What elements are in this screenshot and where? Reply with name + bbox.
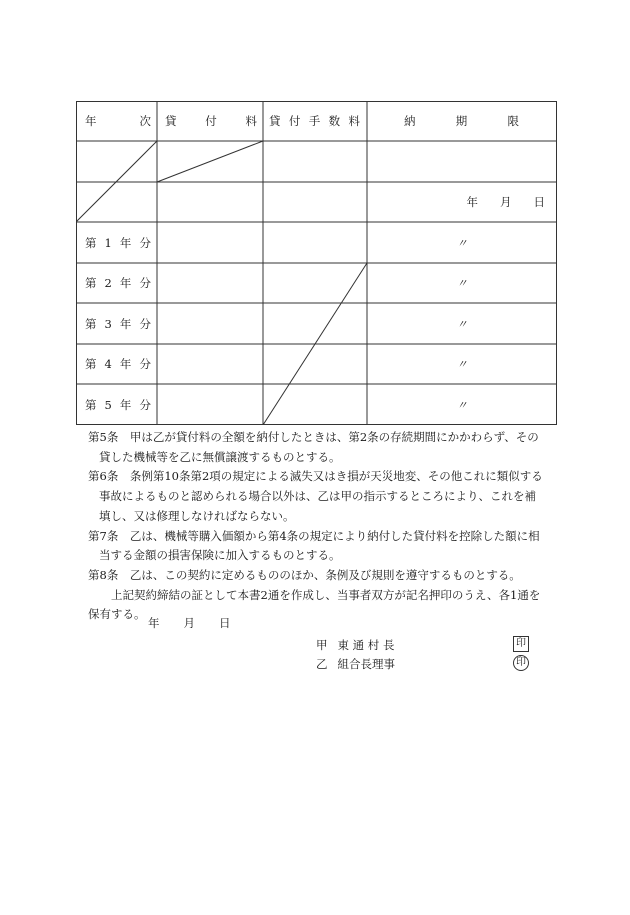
header-handling-fee-char: 料 — [348, 114, 360, 128]
article-text: 填し、又は修理しなければならない。 — [99, 508, 295, 523]
deadline-date-units — [367, 182, 557, 222]
row-label-year-2 — [85, 263, 151, 303]
row-label-char: 3 — [104, 316, 112, 331]
ditto-mark: 〃 — [456, 277, 468, 290]
row-label-char: 年 — [119, 357, 132, 371]
header-deadline-char: 限 — [507, 114, 519, 128]
signature-otsu — [316, 656, 395, 672]
row-label-char: 第 — [85, 316, 97, 331]
row-label-char: 第 — [85, 276, 97, 290]
row-label-char: 分 — [139, 316, 151, 331]
seal-stamp-circle: 印 — [513, 655, 529, 671]
contract-articles — [88, 428, 558, 625]
row-label-char: 年 — [119, 316, 132, 331]
article-8 — [88, 566, 558, 586]
header-handling-fee-char: 貸 — [269, 114, 281, 128]
date-year: 年 — [148, 616, 160, 630]
ditto-mark: 〃 — [456, 236, 468, 250]
date-unit-year: 年 — [466, 195, 478, 209]
row-label-year-5 — [85, 384, 151, 425]
ditto-mark: 〃 — [456, 358, 468, 371]
article-7 — [88, 527, 558, 566]
header-deadline-char: 納 — [404, 114, 416, 128]
loan-fee-table — [76, 101, 557, 425]
closing-text: 保有する。 — [88, 607, 146, 622]
row-label-char: 2 — [104, 276, 112, 290]
header-year-char: 年 — [85, 114, 97, 128]
header-fee — [165, 101, 257, 141]
diagonal-strike-fee — [157, 141, 263, 182]
signature-kou — [316, 637, 394, 653]
row-label-char: 第 — [85, 235, 97, 250]
row-label-char: 分 — [139, 235, 151, 250]
article-text: 当する金額の損害保険に加入するものとする。 — [99, 548, 341, 563]
date-unit-day: 日 — [533, 195, 545, 209]
article-5 — [88, 428, 558, 467]
header-deadline — [404, 101, 519, 141]
header-year — [85, 101, 151, 141]
article-text: 第6条 条例第10条第2項の規定による滅失又はき損が天災地変、その他これに類似する — [88, 469, 543, 484]
ditto-mark: 〃 — [456, 317, 468, 331]
seal-stamp-square: 印 — [513, 636, 529, 652]
row-label-char: 分 — [139, 357, 151, 371]
party-label: 甲 — [316, 638, 328, 652]
header-fee-char: 貸 — [165, 114, 177, 128]
row-label-year-3 — [85, 303, 151, 344]
header-fee-char: 付 — [205, 114, 217, 128]
row-label-char: 年 — [119, 397, 132, 412]
date-unit-month: 月 — [500, 195, 512, 209]
closing-text: 上記契約締結の証として本書2通を作成し、当事者双方が記名押印のうえ、各1通を — [111, 587, 541, 602]
header-handling-fee-char: 付 — [288, 114, 301, 128]
party-name: 東 通 村 長 — [337, 638, 395, 652]
party-name: 組合長理事 — [337, 657, 395, 671]
row-label-char: 年 — [119, 276, 132, 290]
header-handling-fee-char: 手 — [308, 114, 321, 128]
date-month: 月 — [183, 616, 195, 630]
header-handling-fee — [269, 101, 360, 141]
date-day: 日 — [219, 616, 231, 630]
row-label-char: 4 — [104, 357, 112, 371]
row-label-year-4 — [85, 344, 151, 384]
article-text: 第8条 乙は、この契約に定めるもののほか、条例及び規則を遵守するものとする。 — [88, 567, 521, 582]
header-handling-fee-char: 数 — [328, 114, 341, 128]
row-label-char: 分 — [139, 276, 151, 290]
signing-date — [148, 615, 231, 631]
header-fee-char: 料 — [245, 114, 257, 128]
row-label-char: 5 — [104, 397, 112, 412]
ditto-mark: 〃 — [456, 398, 468, 412]
row-label-char: 第 — [85, 357, 97, 371]
header-deadline-char: 期 — [455, 114, 468, 128]
row-label-char: 1 — [104, 235, 112, 250]
row-label-char: 分 — [139, 397, 151, 412]
article-text: 事故によるものと認められる場合以外は、乙は甲の指示するところにより、これを補 — [99, 489, 536, 504]
party-label: 乙 — [316, 657, 328, 671]
article-6 — [88, 467, 558, 526]
row-label-year-1 — [85, 222, 151, 263]
header-year-char: 次 — [139, 114, 151, 128]
row-label-char: 年 — [119, 235, 132, 250]
row-label-char: 第 — [85, 397, 97, 412]
article-text: 貸した機械等を乙に無償譲渡するものとする。 — [99, 449, 341, 464]
article-text: 第7条 乙は、機械等購入価額から第4条の規定により納付した貸付料を控除した額に相 — [88, 528, 540, 543]
article-text: 第5条 甲は乙が貸付料の全額を納付したときは、第2条の存続期間にかかわらず、その — [88, 430, 539, 444]
